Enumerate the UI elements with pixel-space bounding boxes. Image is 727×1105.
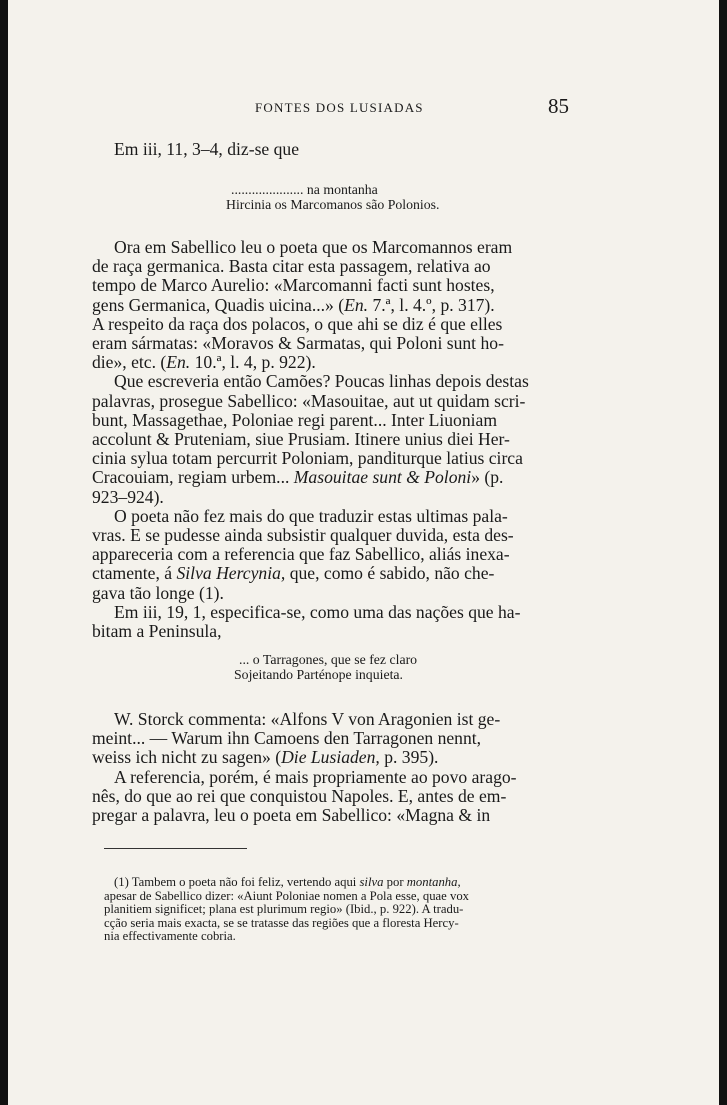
text-line: de raça germanica. Basta citar esta passagem, relativa ao: [92, 256, 491, 277]
text-run: » (p.: [471, 467, 504, 488]
text-line: gava tão longe (1).: [92, 582, 224, 603]
text-run: que, como é sabido, não che-: [285, 563, 495, 584]
text-line: A respeito da raça dos polacos, o que ahi se diz é que elles: [92, 313, 503, 334]
verse-line: ..................... na montanha: [231, 182, 378, 197]
text-line: nês, do que ao rei que conquistou Napoles. E, antes de em-: [92, 785, 507, 806]
text-line: 923–924).: [92, 486, 164, 507]
text-line: nia effectivamente cobria.: [104, 929, 236, 944]
text-run: ctamente, á: [92, 563, 177, 584]
text-run-italic: En.: [166, 352, 191, 373]
text-run-italic: Silva Hercynia,: [176, 563, 286, 584]
text-line: bitam a Peninsula,: [92, 621, 222, 642]
footnote: [104, 876, 569, 944]
text-run: gens Germanica, Quadis uicina...» (: [92, 294, 345, 315]
text-line: A referencia, porém, é mais propriamente ao povo arago-: [114, 766, 517, 787]
verse-line: ... o Tarragones, que se fez claro: [239, 652, 418, 667]
text-line: [92, 748, 569, 767]
text-line: [92, 353, 569, 372]
text-run-italic: En.: [344, 294, 369, 315]
text-line: W. Storck commenta: «Alfons V von Aragonien ist ge-: [114, 709, 501, 729]
text-line: [92, 468, 569, 487]
verse-quote-2: [234, 652, 417, 682]
text-run: por: [383, 875, 407, 889]
text-run: (1) Tambem o poeta não foi feliz, vertendo aqui: [114, 875, 360, 889]
text-line: planitiem significet; plana est plurimum regio» (Ibid., p. 922). A tradu-: [104, 902, 464, 917]
paragraph-4: [92, 603, 569, 641]
paragraph-2: [92, 372, 569, 506]
verse-quote-1: [226, 182, 439, 212]
text-run: p. 395).: [379, 747, 439, 768]
text-run-italic: montanha,: [406, 875, 461, 889]
text-line: tempo de Marco Aurelio: «Marcomanni facti sunt hostes,: [92, 275, 495, 296]
text-line: cção seria mais exacta, se se tratasse das regiões que a floresta Hercy-: [104, 915, 459, 930]
paragraph-5: [92, 710, 569, 768]
paragraph-3: [92, 507, 569, 603]
text-line: cinia sylua totam percurrit Poloniam, panditurque latius circa: [92, 448, 523, 469]
text-line: Que escreveria então Camões? Poucas linhas depois destas: [114, 371, 529, 392]
intro-line: [92, 140, 569, 159]
scan-border-left: [0, 0, 8, 1105]
text-line: vras. E se pudesse ainda subsistir qualquer duvida, esta des-: [92, 525, 514, 546]
text-run: weiss ich nicht zu sagen» (: [92, 747, 282, 768]
text-run: die», etc. (: [92, 352, 167, 373]
text-line: appareceria com a referencia que faz Sabellico, aliás inexa-: [92, 544, 510, 565]
text-line: pregar a palavra, leu o poeta em Sabellico: «Magna & in: [92, 805, 491, 826]
text-line: [92, 296, 569, 315]
text-line: eram sármatas: «Moravos & Sarmatas, qui Poloni sunt ho-: [92, 333, 504, 354]
text-run: 10.ª, l. 4, p. 922).: [190, 352, 316, 373]
paragraph-1: [92, 238, 569, 372]
text-run-italic: Die Lusiaden,: [281, 747, 380, 768]
footnote-divider: [104, 848, 247, 849]
text-line: bunt, Massagethae, Poloniae regi parent... Inter Liuoniam: [92, 409, 498, 430]
text-line: apesar de Sabellico dizer: «Aiunt Poloniae nomen a Pola esse, quae vox: [104, 888, 470, 903]
text-line: meint... — Warum ihn Camoens den Tarragonen nennt,: [92, 728, 482, 749]
text-run: 7.ª, l. 4.º, p. 317).: [368, 294, 495, 315]
text-line: O poeta não fez mais do que traduzir estas ultimas pala-: [114, 505, 508, 526]
paragraph-6: [92, 768, 569, 826]
text-line: [104, 876, 569, 890]
text-line: [92, 564, 569, 583]
text-line: accolunt & Pruteniam, siue Prusiam. Itinere unius diei Her-: [92, 429, 510, 450]
text-line: palavras, prosegue Sabellico: «Masouitae, aut ut quidam scri-: [92, 390, 526, 411]
body-text: [92, 238, 569, 641]
text-run: Cracouiam, regiam urbem...: [92, 467, 294, 488]
intro-text: Em iii, 11, 3–4, diz-se que: [114, 139, 300, 159]
body-text-continued: [92, 710, 569, 825]
page-number: 85: [548, 94, 569, 118]
footnote-paragraph: [104, 876, 569, 944]
verse-line: Sojeitando Parténope inquieta.: [234, 667, 403, 682]
verse-line: Hircinia os Marcomanos são Polonios.: [226, 197, 440, 212]
text-line: Em iii, 19, 1, especifica-se, como uma das nações que ha-: [114, 601, 521, 622]
text-run-italic: silva: [359, 875, 384, 889]
text-run-italic: Masouitae sunt & Poloni: [293, 467, 472, 488]
text-line: Ora em Sabellico leu o poeta que os Marcomannos eram: [114, 237, 513, 257]
scan-border-right: [719, 0, 727, 1105]
running-title: FONTES DOS LUSIADAS: [255, 100, 424, 115]
